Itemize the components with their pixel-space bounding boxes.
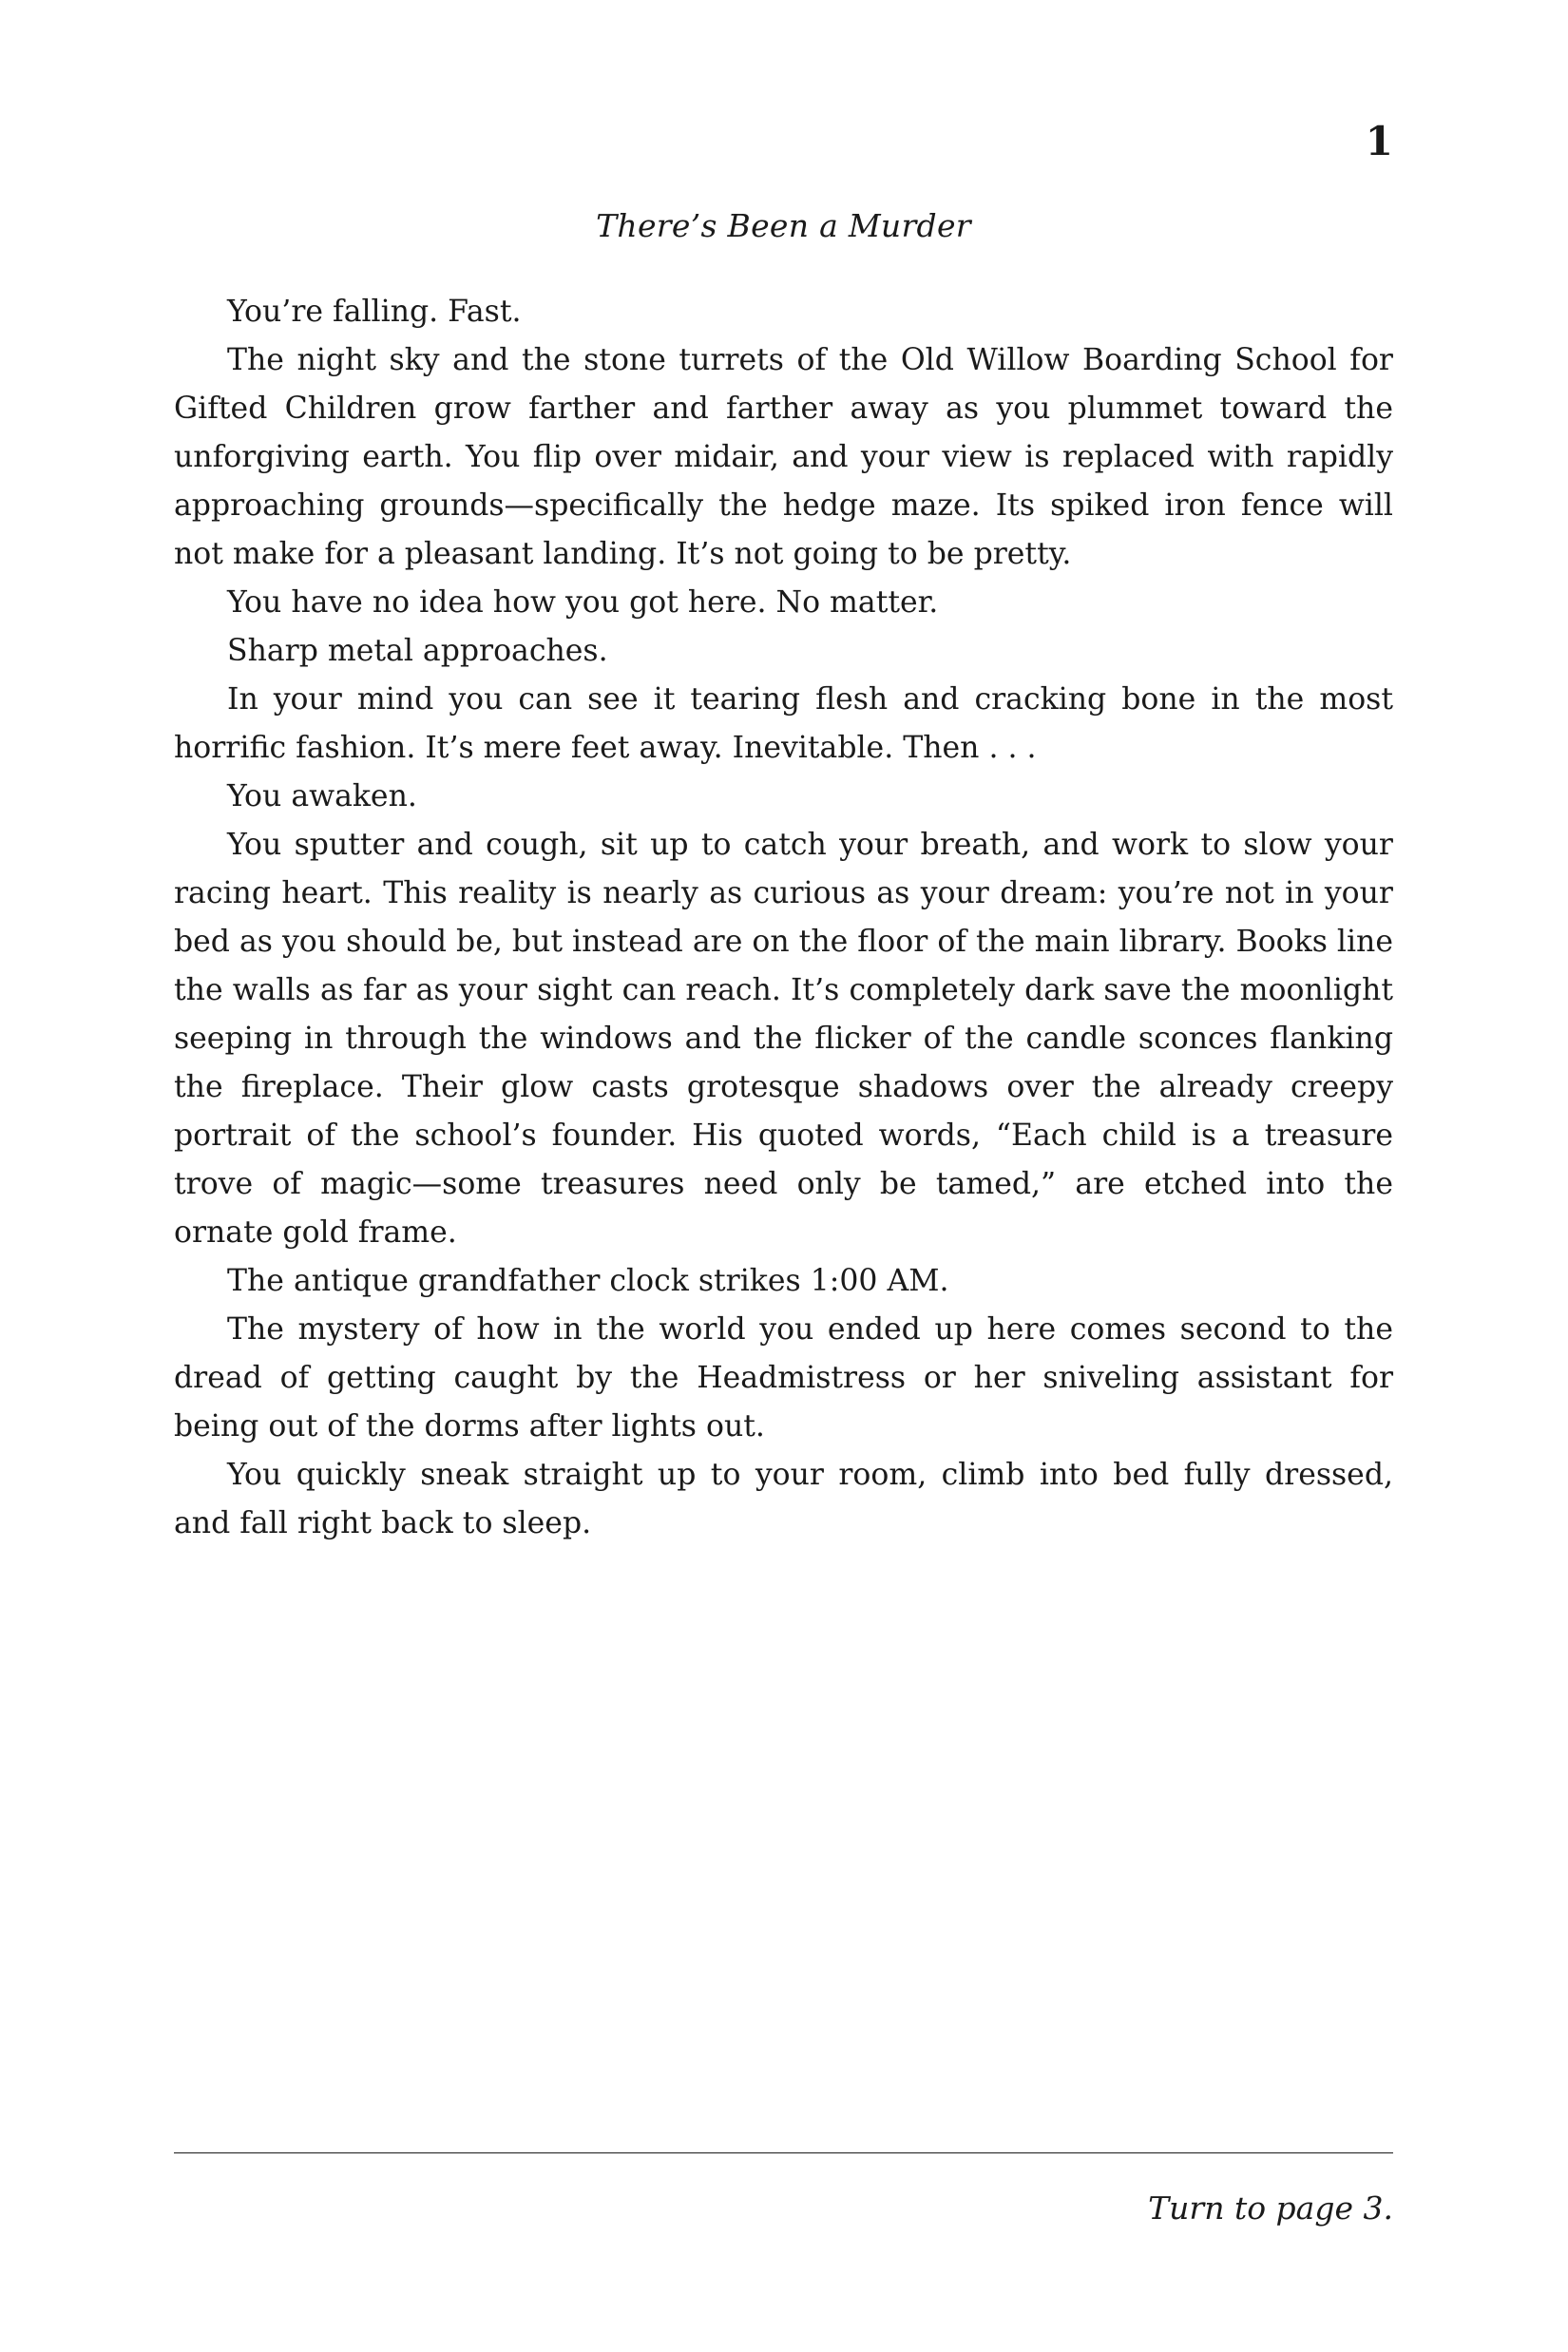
paragraph: You have no idea how you got here. No matter. (227, 585, 939, 621)
paragraph: In your mind you can see it tearing flesh and cracking bone in the most horrific fashion. It’s mere feet away. Inevitable. Then . . . (174, 682, 1393, 766)
chapter-title: There’s Been a Murder (596, 207, 971, 244)
turn-to-page-note: Turn to page 3. (1148, 2189, 1393, 2227)
page-content (174, 0, 1393, 2352)
paragraph: Sharp metal approaches. (227, 634, 608, 669)
paragraph: The antique grandfather clock strikes 1:00 AM. (227, 1264, 949, 1299)
paragraph: The night sky and the stone turrets of the Old Willow Boarding School for Gifted Children grow farther and farther away as you plummet toward the unforgiving earth. You flip over midair, and your view is replaced with rapidly approaching grounds—specifically the hedge maze. Its spiked iron fence will not make for a pleasant landing. It’s not going to be pretty. (174, 343, 1393, 572)
paragraph: You’re falling. Fast. (227, 295, 522, 329)
paragraph: You quickly sneak straight up to your room, climb into bed fully dressed, and fall right back to sleep. (174, 1458, 1393, 1541)
body-text (174, 288, 1393, 1548)
page-footer (174, 2152, 1393, 2227)
paragraph: You awaken. (227, 779, 417, 814)
page-number: 1 (1365, 118, 1393, 164)
paragraph: The mystery of how in the world you ended up here comes second to the dread of getting caught by the Headmistress or her sniveling assistant for being out of the dorms after lights out. (174, 1312, 1393, 1444)
footer-divider (174, 2152, 1393, 2153)
paragraph: You sputter and cough, sit up to catch your breath, and work to slow your racing heart. This reality is nearly as curious as your dream: you’re not in your bed as you should be, but instead are on the floor of the main library. Books line the walls as far as your sight can reach. It’s completely dark save the moonlight seeping in through the windows and the flicker of the candle sconces flanking the fireplace. Their glow casts grotesque shadows over the already creepy portrait of the school’s founder. His quoted words, “Each child is a treasure trove of magic—some treasures need only be tamed,” are etched into the ornate gold frame. (174, 828, 1393, 1251)
